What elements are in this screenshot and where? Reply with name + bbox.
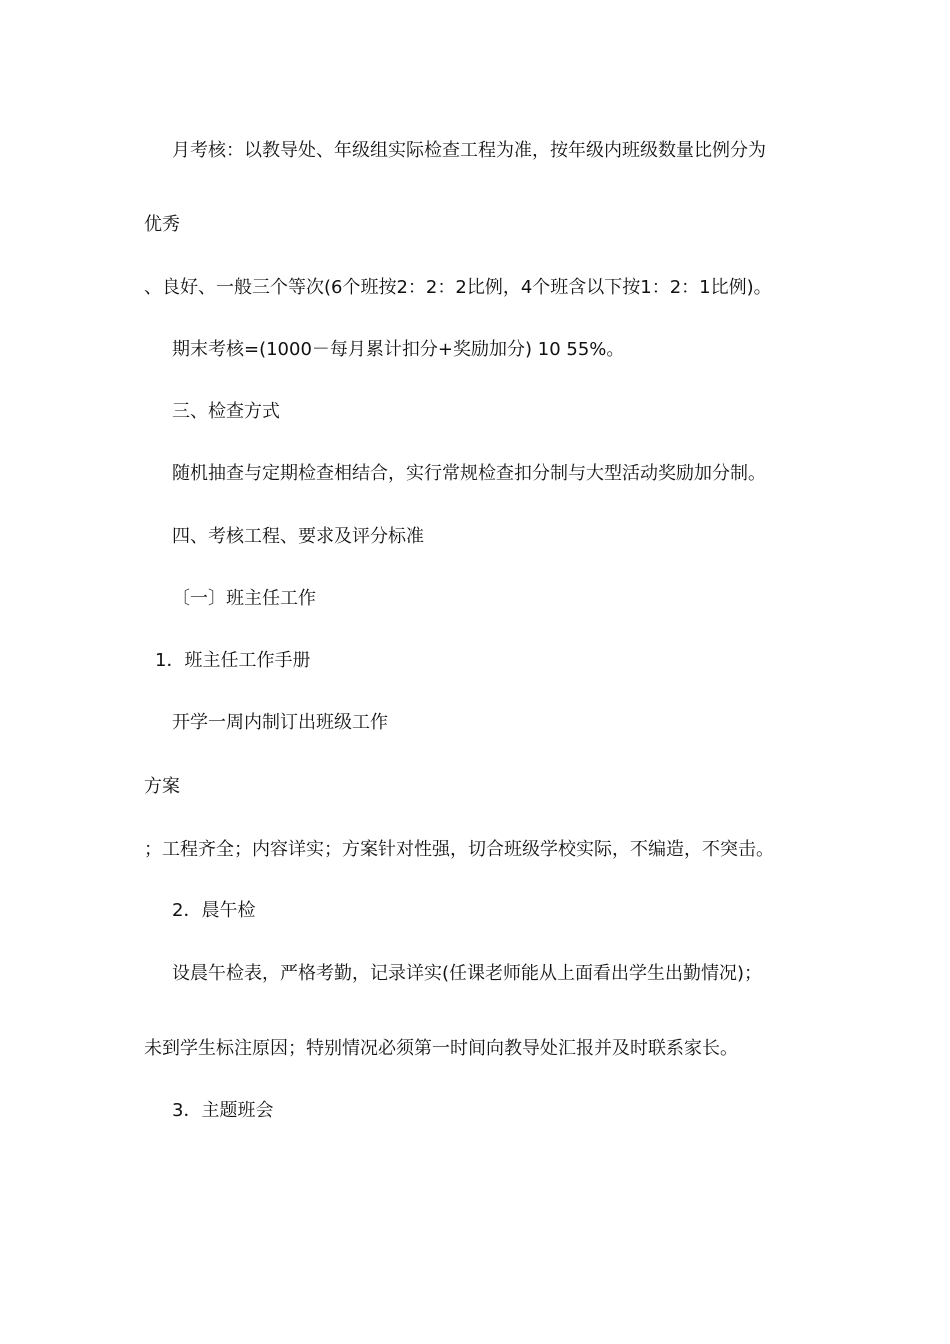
paragraph-absence-report: 未到学生标注原因；特别情况必须第一时间向教导处汇报并及时联系家长。	[144, 1038, 738, 1059]
item-morning-check: 2．晨午检	[172, 900, 256, 921]
paragraph-plan: 方案	[144, 776, 180, 797]
paragraph-monthly-assessment: 月考核：以教导处、年级组实际检查工程为准，按年级内班级数量比例分为	[172, 140, 766, 161]
heading-inspection-method: 三、检查方式	[172, 401, 280, 422]
paragraph-inspection-method: 随机抽查与定期检查相结合，实行常规检查扣分制与大型活动奖励加分制。	[172, 463, 766, 484]
heading-head-teacher-work: 〔一〕班主任工作	[172, 588, 316, 609]
paragraph-excellent: 优秀	[144, 214, 180, 235]
paragraph-morning-check: 设晨午检表，严格考勤，记录详实(任课老师能从上面看出学生出勤情况)；	[172, 963, 763, 984]
paragraph-class-plan: 开学一周内制订出班级工作	[172, 712, 388, 733]
heading-assessment-items: 四、考核工程、要求及评分标准	[172, 526, 424, 547]
paragraph-final-assessment: 期末考核=(1000－每月累计扣分+奖励加分) 10 55%。	[172, 339, 625, 360]
item-theme-class-meeting: 3．主题班会	[172, 1100, 274, 1121]
item-head-teacher-handbook: 1．班主任工作手册	[155, 650, 311, 671]
paragraph-plan-requirements: ；工程齐全；内容详实；方案针对性强，切合班级学校实际，不编造，不突击。	[144, 839, 774, 860]
paragraph-grade-levels: 、良好、一般三个等次(6个班按2：2：2比例，4个班含以下按1：2：1比例)。	[144, 277, 772, 298]
